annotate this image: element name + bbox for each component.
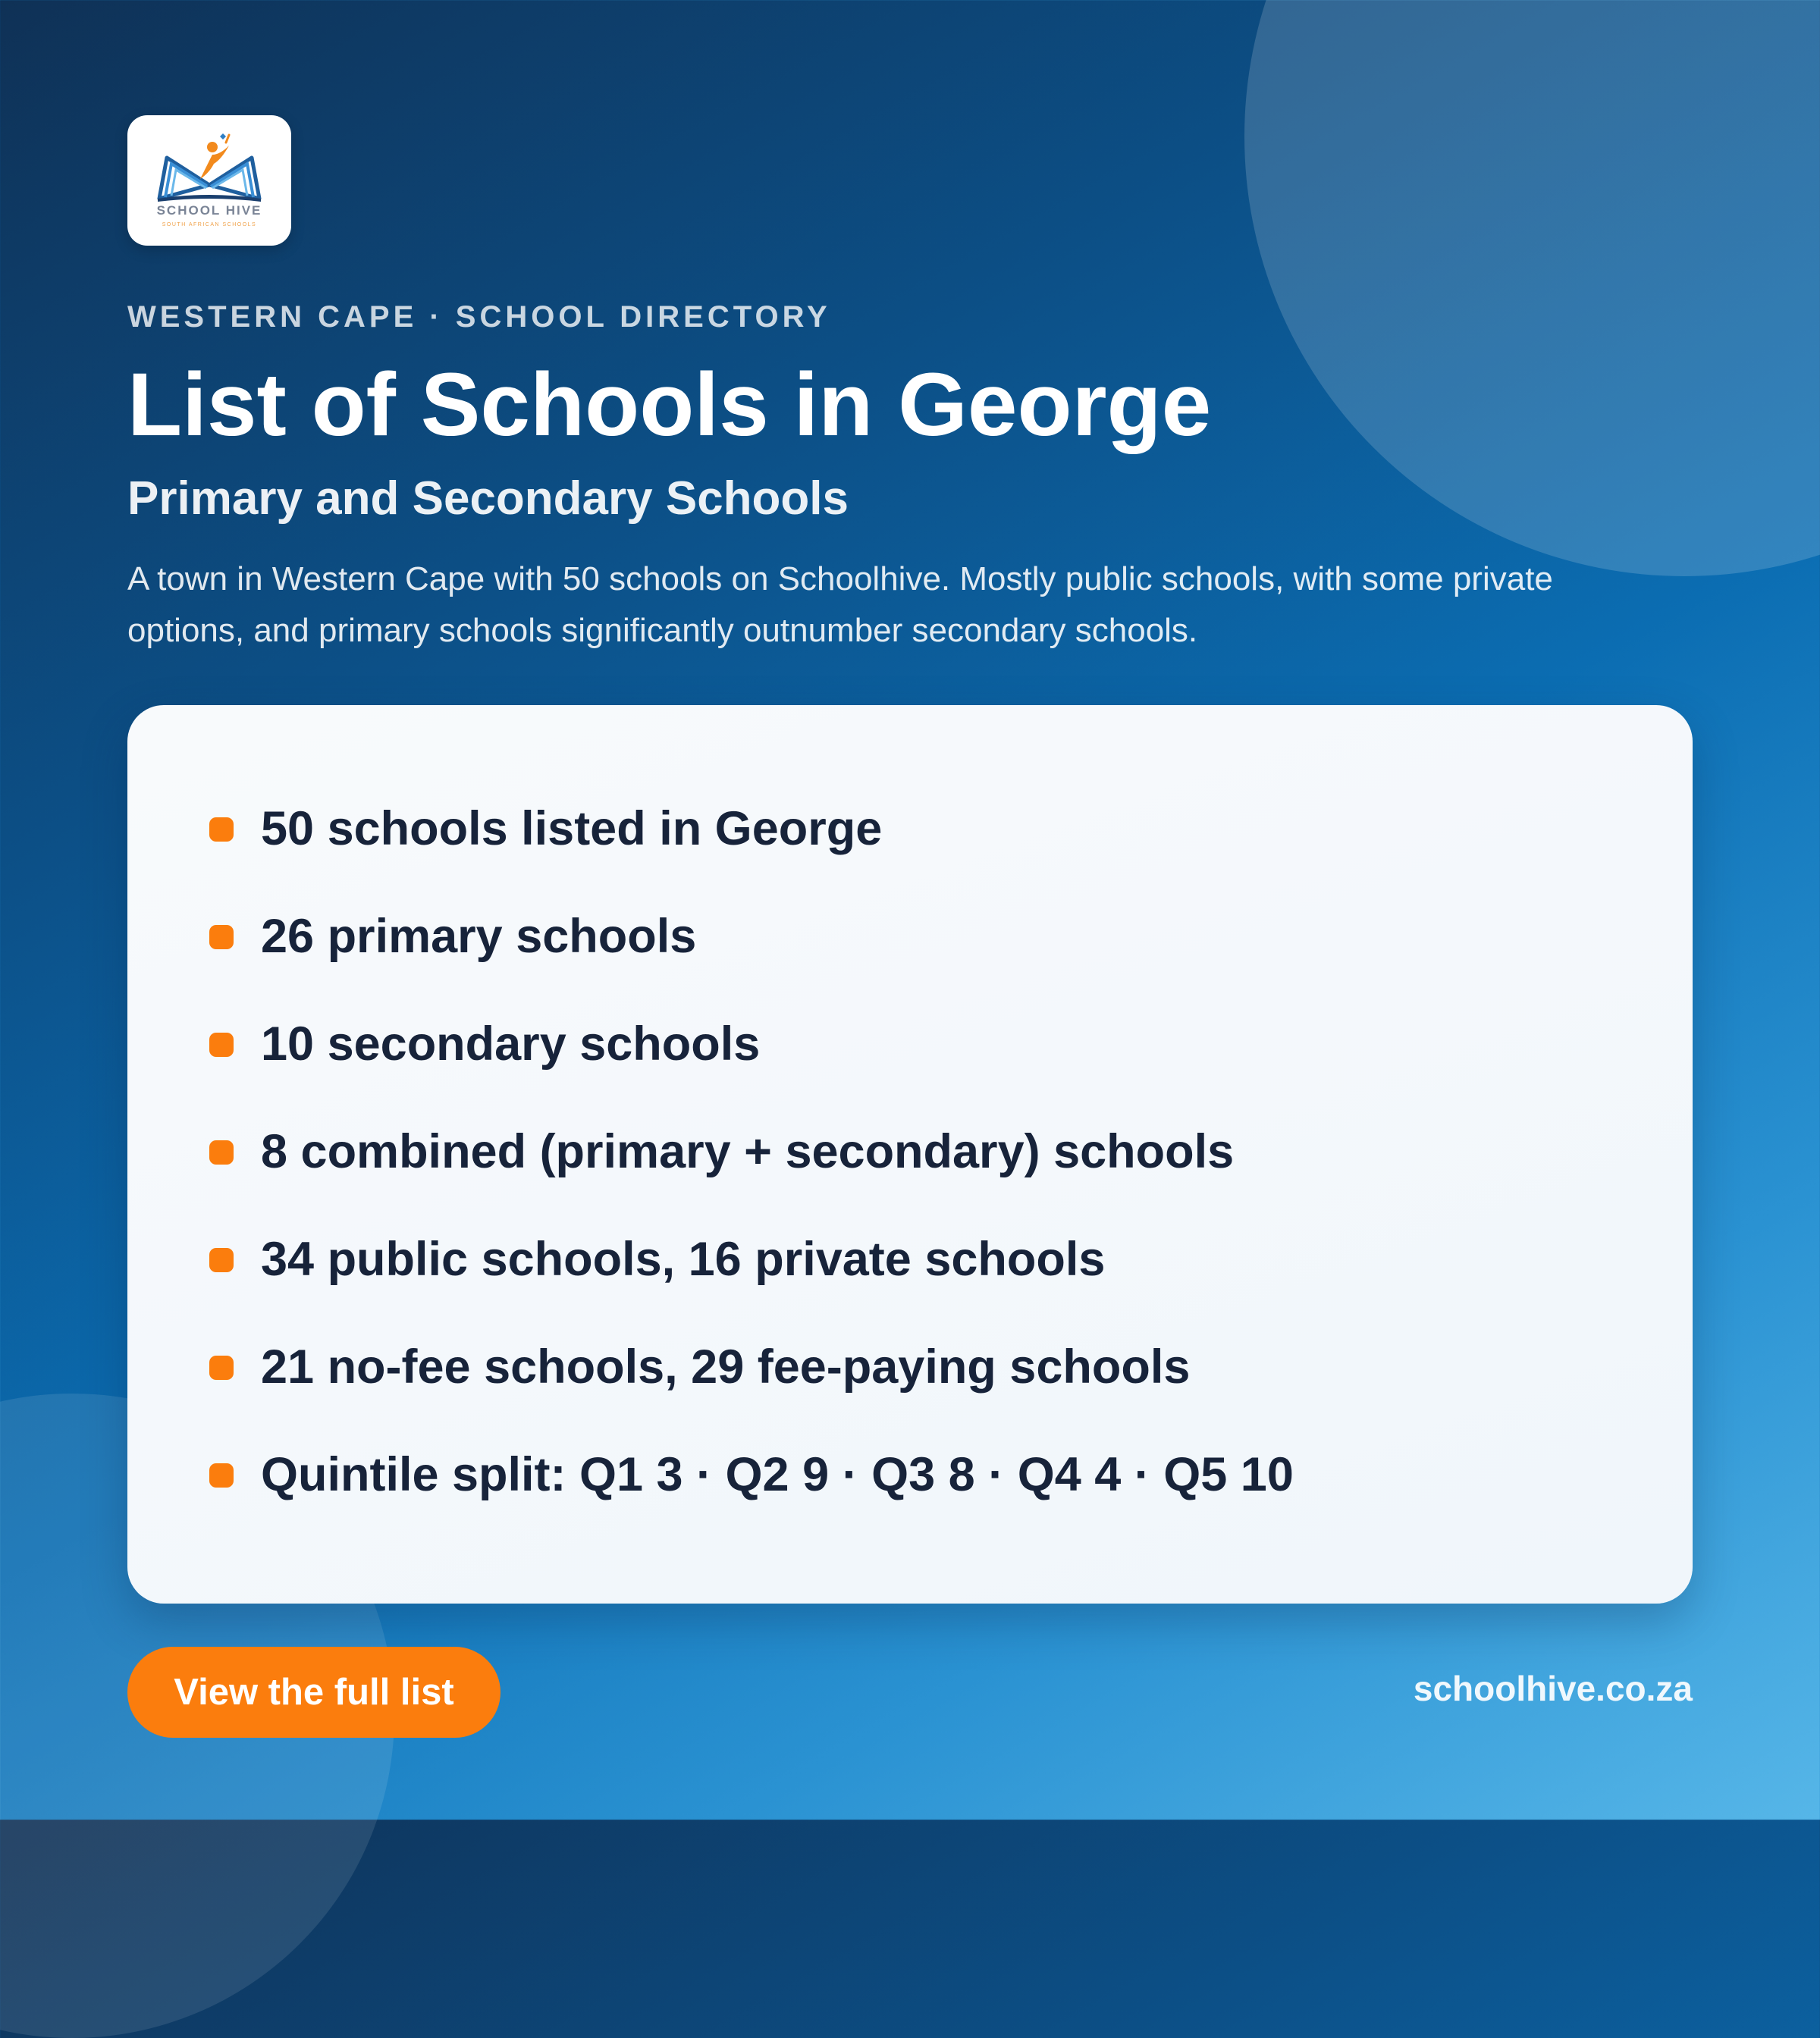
page-description: A town in Western Cape with 50 schools on Schoolhive. Mostly public schools, with some private options, and primary schools significantly outnumber secondary schools. [127, 560, 1553, 649]
decorative-circle-top [1244, 0, 1820, 576]
logo [127, 115, 291, 246]
view-full-list-button[interactable]: View the full list [127, 1647, 500, 1738]
fact-text: 8 combined (primary + secondary) schools [261, 1125, 1235, 1178]
list-item [209, 902, 1294, 1010]
logo-tagline: SOUTH AFRICAN SCHOOLS [162, 222, 257, 227]
fact-text: 50 schools listed in George [261, 802, 883, 855]
bullet-icon [209, 1463, 234, 1488]
fact-text: Quintile split: Q1 3 · Q2 9 · Q3 8 · Q4 4 · Q5 10 [261, 1448, 1294, 1501]
bullet-icon [209, 1033, 234, 1057]
site-url: schoolhive.co.za [1413, 1669, 1693, 1708]
fact-text: 10 secondary schools [261, 1017, 761, 1071]
bullet-icon [209, 925, 234, 949]
list-item [209, 795, 1294, 902]
bullet-icon [209, 1140, 234, 1165]
bullet-icon [209, 1356, 234, 1380]
bullet-icon [209, 817, 234, 842]
facts-list [209, 795, 1294, 1548]
page-title: List of Schools in George [127, 355, 1212, 455]
logo-name: SCHOOL HIVE [156, 203, 262, 218]
fact-text: 26 primary schools [261, 910, 697, 963]
list-item [209, 1333, 1294, 1441]
eyebrow: WESTERN CAPE · SCHOOL DIRECTORY [127, 300, 831, 334]
facts-card [127, 705, 1693, 1604]
list-item [209, 1118, 1294, 1225]
page-subtitle: Primary and Secondary Schools [127, 472, 849, 525]
list-item [209, 1010, 1294, 1118]
list-item [209, 1441, 1294, 1548]
list-item [209, 1225, 1294, 1333]
bullet-icon [209, 1248, 234, 1272]
fact-text: 21 no-fee schools, 29 fee-paying schools [261, 1340, 1191, 1394]
fact-text: 34 public schools, 16 private schools [261, 1233, 1106, 1286]
